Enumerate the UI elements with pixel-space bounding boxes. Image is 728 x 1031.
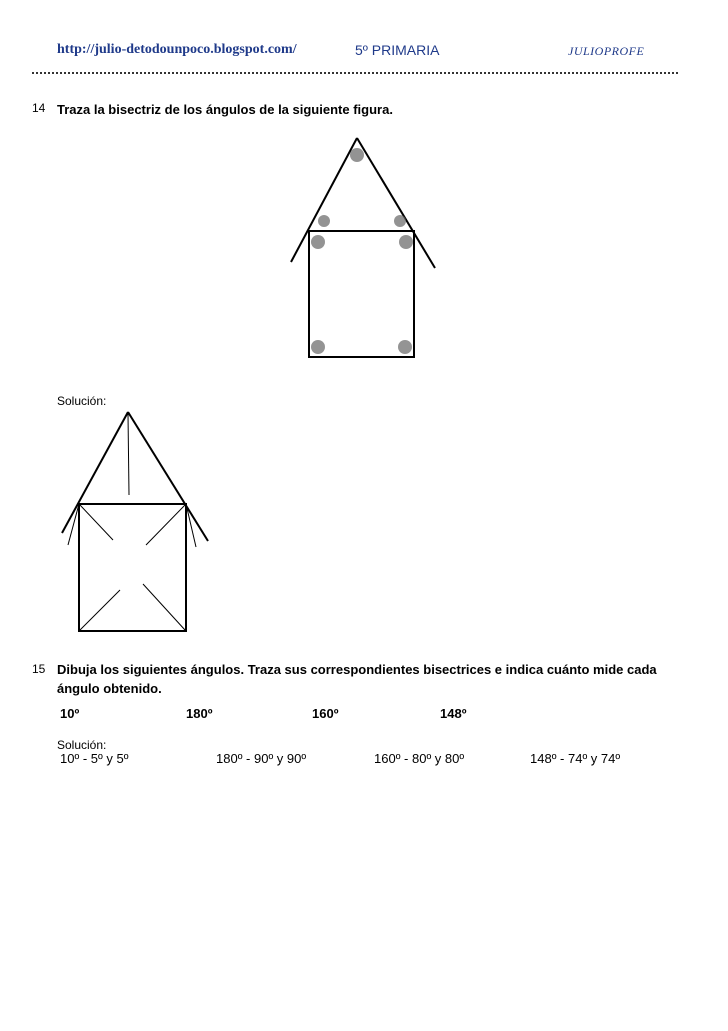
angle-item: 148º xyxy=(440,706,467,721)
answer-item: 180º - 90º y 90º xyxy=(216,751,307,766)
answer-item: 10º - 5º y 5º xyxy=(60,751,129,766)
exercise-15-prompt-line1: Dibuja los siguientes ángulos. Traza sus correspondientes bisectrices e indica cuánto mide cada xyxy=(57,662,657,677)
header-divider xyxy=(32,72,678,74)
angle-item: 10º xyxy=(60,706,80,721)
exercise-15-number: 15 xyxy=(32,662,46,676)
angle-item: 160º xyxy=(312,706,339,721)
exercise-14-number: 14 xyxy=(32,101,46,115)
exercise-14-prompt: Traza la bisectriz de los ángulos de la siguiente figura. xyxy=(57,102,393,117)
header-url: http://julio-detodounpoco.blogspot.com/ xyxy=(57,42,297,57)
exercise-14-solution-label: Solución: xyxy=(57,394,107,408)
exercise-15-solution-label: Solución: xyxy=(57,738,107,752)
answer-item: 160º - 80º y 80º xyxy=(374,751,465,766)
header-level: 5º PRIMARIA xyxy=(355,42,440,58)
angle-markers xyxy=(311,148,413,354)
header-author: JULIOPROFE xyxy=(568,44,645,58)
exercise-15-prompt-line2: ángulo obtenido. xyxy=(57,681,162,696)
angle-item: 180º xyxy=(186,706,213,721)
answer-item: 148º - 74º y 74º xyxy=(530,751,621,766)
